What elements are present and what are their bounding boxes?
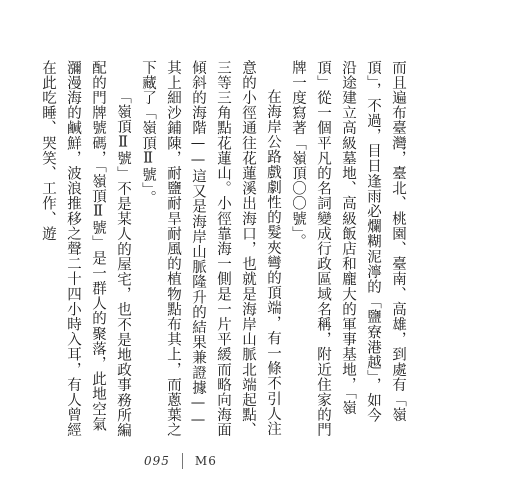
footer-divider bbox=[182, 453, 183, 469]
page-number: 095 bbox=[144, 454, 170, 468]
paragraph-2: 在海岸公路戲劇性的髮夾彎的頂端，有一條不引人注意的小徑通往花蓮溪出海口，也就是海岸山脈北端起點、三等三角點花蓮山。小徑靠海一側是一片平緩而略向海面傾斜的海階——這又是海岸山脈隆升的結果兼證據——其上細沙鋪陳，耐鹽耐旱耐風的植物點布其上，而蔥葉之下藏了「嶺頂Ⅱ號」。 bbox=[140, 60, 281, 438]
paragraph-1: 而且遍布臺灣，臺北、桃園、臺南、高雄，到處有「嶺頂」，不過，目日逢雨必爛糊泥濘的「鹽寮港越」，如今沿途建立高級墓地、高級飯店和龐大的軍事基地，「嶺頂」從一個平凡的名詞變成行政區域名稱，附近住家的門牌一度寫著「嶺頂〇〇號」。 bbox=[290, 60, 406, 438]
page-footer bbox=[144, 452, 217, 470]
section-label: M6 bbox=[194, 454, 217, 468]
vertical-text-body bbox=[40, 60, 410, 438]
paragraph-3: 「嶺頂Ⅱ號」不是某人的屋宅，也不是地政事務所編配的門牌號碼，「嶺頂Ⅱ號」是一群人的聚落，此地空氣瀰漫海的鹹鮮，波浪推移之聲二十四小時入耳，有人曾經在此吃睡、哭笑、工作、遊 bbox=[40, 60, 131, 438]
